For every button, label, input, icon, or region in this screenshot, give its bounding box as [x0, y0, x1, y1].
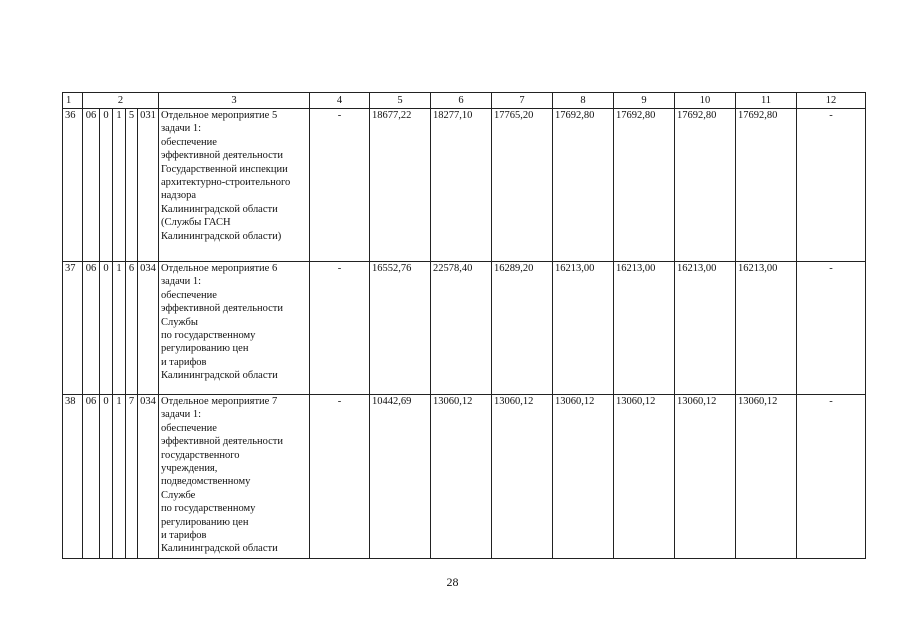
description-line: Отдельное мероприятие 6: [161, 263, 278, 274]
table-row: [63, 109, 866, 262]
description-line: Государственной инспекции: [161, 163, 288, 175]
description-line: эффективной деятельности: [161, 303, 284, 315]
budget-table: [62, 92, 866, 559]
value-cell: -: [797, 109, 866, 262]
header-cell: 3: [159, 93, 310, 109]
header-cell: 12: [797, 93, 866, 109]
description-line: Отдельное мероприятие 7: [161, 396, 278, 407]
page-number: 28: [446, 575, 459, 589]
value-cell: -: [310, 395, 370, 559]
code-cell: 0: [100, 395, 113, 559]
value-cell: 13060,12: [614, 395, 675, 559]
header-cell: 5: [370, 93, 431, 109]
header-cell: 10: [675, 93, 736, 109]
header-cell: 1: [63, 93, 83, 109]
value-cell: 17692,80: [553, 109, 614, 262]
value-cell: -: [797, 395, 866, 559]
code-cell: 031: [138, 109, 159, 262]
description-line: Калининградской области: [161, 203, 278, 215]
description-line: учреждения,: [161, 463, 218, 475]
row-number-cell: 36: [63, 109, 83, 262]
value-cell: 16552,76: [370, 262, 431, 395]
description-line: подведомственному: [161, 476, 251, 488]
description-line: эффективной деятельности: [161, 436, 284, 448]
code-cell: 06: [83, 109, 100, 262]
value-cell: 13060,12: [431, 395, 492, 559]
value-cell: 17692,80: [675, 109, 736, 262]
value-cell: 17692,80: [614, 109, 675, 262]
value-cell: 13060,12: [675, 395, 736, 559]
description-line: Калининградской области: [161, 370, 278, 382]
code-cell: 7: [126, 395, 138, 559]
description-line: задачи 1:: [161, 123, 202, 135]
code-cell: 034: [138, 262, 159, 395]
table-header-row: [63, 93, 866, 109]
table-row: [63, 395, 866, 559]
value-cell: 17692,80: [736, 109, 797, 262]
code-cell: 1: [113, 395, 126, 559]
value-cell: 17765,20: [492, 109, 553, 262]
value-cell: 10442,69: [370, 395, 431, 559]
description-line: и тарифов: [161, 530, 207, 542]
header-cell: 2: [83, 93, 159, 109]
code-cell: 1: [113, 262, 126, 395]
code-cell: 06: [83, 395, 100, 559]
value-cell: 16289,20: [492, 262, 553, 395]
code-cell: 06: [83, 262, 100, 395]
description-line: Калининградской области): [161, 230, 282, 242]
value-cell: -: [310, 109, 370, 262]
header-cell: 11: [736, 93, 797, 109]
description-line: по государственному: [161, 503, 256, 515]
description-line: задачи 1:: [161, 276, 202, 288]
value-cell: 22578,40: [431, 262, 492, 395]
header-cell: 8: [553, 93, 614, 109]
description-line: обеспечение: [161, 289, 217, 301]
description-line: задачи 1:: [161, 409, 202, 421]
description-cell: [159, 262, 310, 395]
code-cell: 1: [113, 109, 126, 262]
description-line: Отдельное мероприятие 5: [161, 110, 278, 121]
header-cell: 7: [492, 93, 553, 109]
header-cell: 6: [431, 93, 492, 109]
code-cell: 0: [100, 109, 113, 262]
description-line: регулированию цен: [161, 516, 249, 528]
code-cell: 5: [126, 109, 138, 262]
description-line: (Службы ГАСН: [161, 217, 231, 229]
value-cell: 13060,12: [553, 395, 614, 559]
description-line: Калининградской области: [161, 543, 278, 555]
header-cell: 4: [310, 93, 370, 109]
code-cell: 6: [126, 262, 138, 395]
description-line: по государственному: [161, 330, 256, 342]
description-cell: [159, 109, 310, 262]
description-line: надзора: [161, 190, 196, 202]
description-line: Службы: [161, 316, 198, 328]
description-line: регулированию цен: [161, 343, 249, 355]
value-cell: 13060,12: [492, 395, 553, 559]
value-cell: 18677,22: [370, 109, 431, 262]
value-cell: -: [797, 262, 866, 395]
code-cell: 034: [138, 395, 159, 559]
description-cell: [159, 395, 310, 559]
row-number-cell: 38: [63, 395, 83, 559]
description-line: обеспечение: [161, 136, 217, 148]
value-cell: 16213,00: [675, 262, 736, 395]
value-cell: 16213,00: [553, 262, 614, 395]
description-line: обеспечение: [161, 422, 217, 434]
value-cell: 16213,00: [736, 262, 797, 395]
value-cell: 13060,12: [736, 395, 797, 559]
description-line: архитектурно-строительного: [161, 177, 291, 189]
description-line: Службе: [161, 489, 196, 501]
header-cell: 9: [614, 93, 675, 109]
row-number-cell: 37: [63, 262, 83, 395]
code-cell: 0: [100, 262, 113, 395]
description-line: эффективной деятельности: [161, 150, 284, 162]
value-cell: 18277,10: [431, 109, 492, 262]
value-cell: -: [310, 262, 370, 395]
value-cell: 16213,00: [614, 262, 675, 395]
description-line: государственного: [161, 449, 240, 461]
table-row: [63, 262, 866, 395]
description-line: и тарифов: [161, 356, 207, 368]
